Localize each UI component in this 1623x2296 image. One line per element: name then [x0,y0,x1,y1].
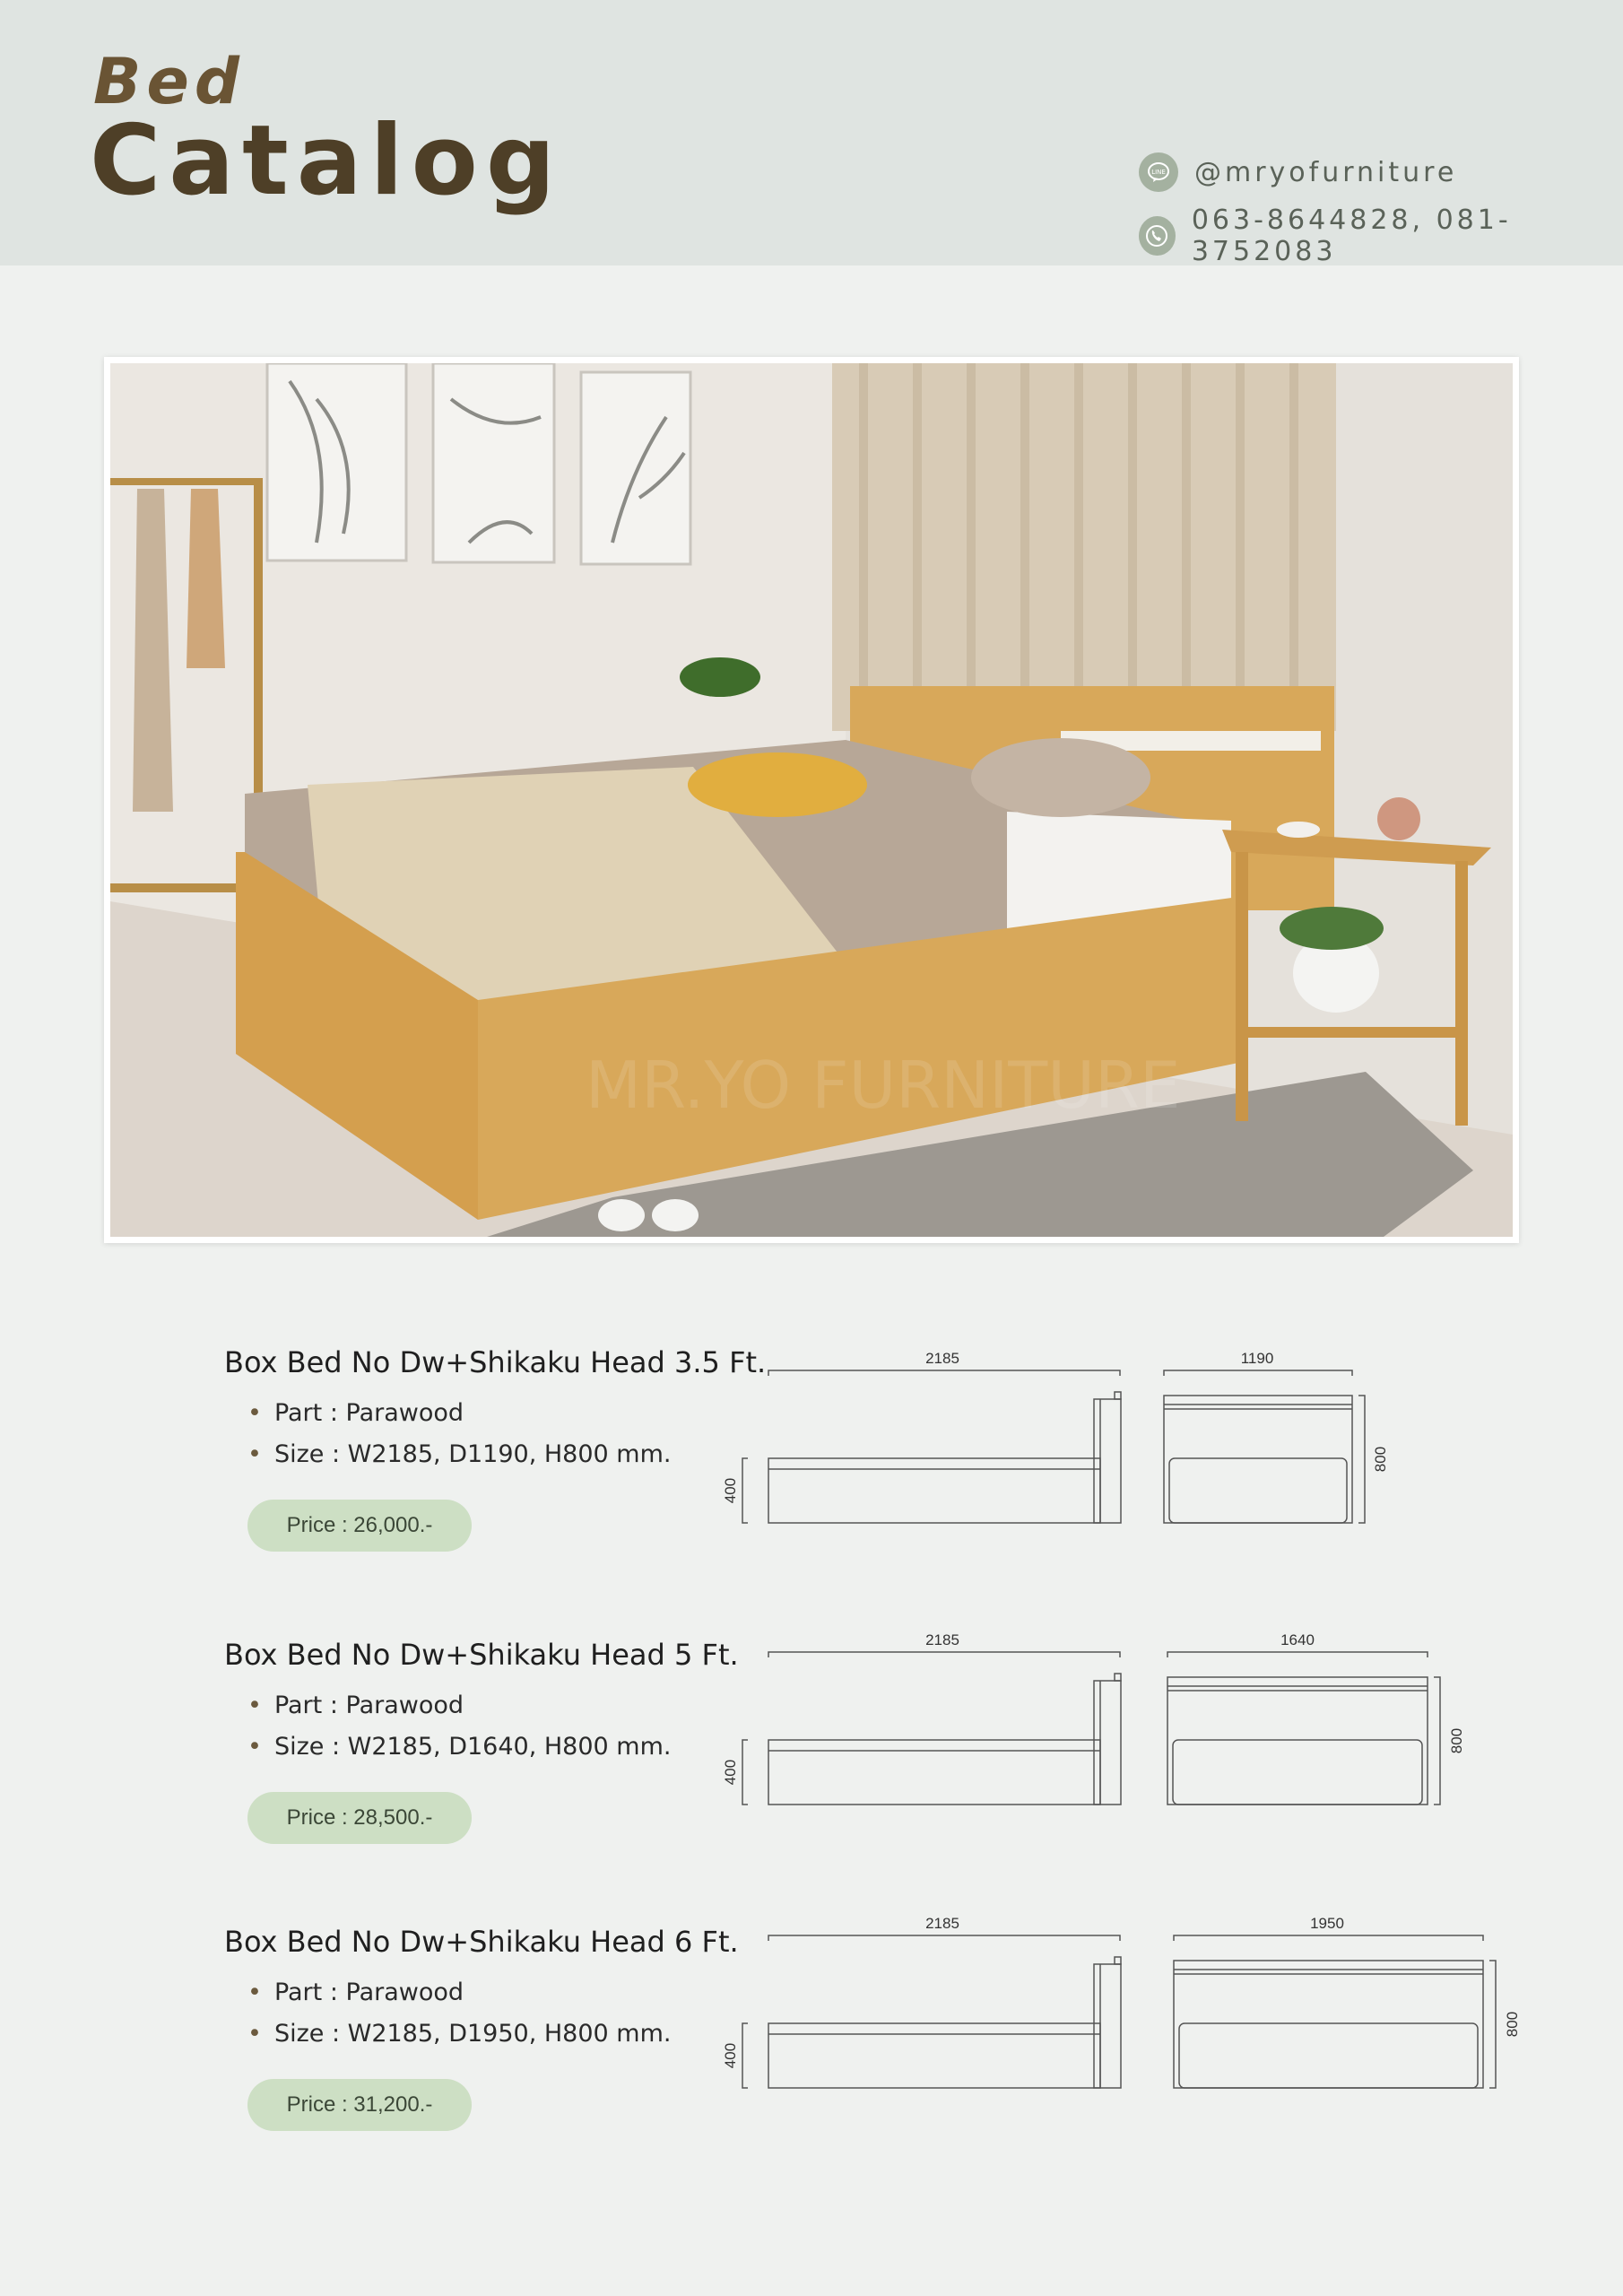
product-size-text: Size : W2185, D1640, H800 mm. [273,1733,672,1761]
height-dimension: 800 [1448,1727,1465,1754]
product-entry [0,1631,1623,1907]
dimension-drawing [708,1345,1551,1578]
price-badge: Price : 26,000.- [247,1500,472,1552]
product-name: Box Bed No Dw+Shikaku Head 6 Ft. [224,1925,739,1959]
header-band [0,0,1623,265]
product-material: • Part : Parawood [247,1979,464,2006]
product-size: • Size : W2185, D1190, H800 mm. [247,1440,672,1468]
base-height-dimension: 400 [722,2042,739,2069]
svg-text:LINE: LINE [1151,169,1166,176]
product-material: • Part : Parawood [247,1399,464,1427]
line-id: @mryofurniture [1194,156,1458,188]
catalog-title: Catalog [90,105,564,217]
product-size: • Size : W2185, D1640, H800 mm. [247,1733,672,1761]
product-material-text: Part : Parawood [273,1399,464,1427]
height-dimension: 800 [1504,2011,1521,2038]
price-badge: Price : 28,500.- [247,1792,472,1844]
height-dimension: 800 [1372,1446,1389,1473]
hero-photo [110,363,1513,1237]
line-contact[interactable] [1139,152,1457,192]
svg-text:MR.YO FURNITURE: MR.YO FURNITURE [586,1048,1181,1123]
product-material: • Part : Parawood [247,1692,464,1719]
product-name: Box Bed No Dw+Shikaku Head 5 Ft. [224,1638,739,1672]
width-dimension: 1190 [1240,1350,1274,1367]
dimension-drawing [708,1910,1551,2144]
price-badge: Price : 31,200.- [247,2079,472,2131]
product-size: • Size : W2185, D1950, H800 mm. [247,2020,672,2048]
base-height-dimension: 400 [722,1759,739,1786]
length-dimension: 2185 [925,1350,959,1367]
line-chat-icon [1139,152,1178,192]
phone-contact[interactable] [1139,204,1623,267]
hero-photo-frame [104,357,1519,1243]
product-size-text: Size : W2185, D1950, H800 mm. [273,2020,672,2048]
phone-numbers: 063-8644828, 081-3752083 [1191,204,1512,267]
base-height-dimension: 400 [722,1477,739,1504]
catalog-subtitle: Bed [93,45,245,118]
length-dimension: 2185 [925,1631,959,1648]
width-dimension: 1950 [1310,1915,1344,1932]
dimension-drawing [708,1627,1551,1860]
product-entry [0,1345,1623,1614]
product-material-text: Part : Parawood [273,1979,464,2006]
phone-icon [1139,216,1176,256]
product-entry [0,1915,1623,2194]
length-dimension: 2185 [925,1915,959,1932]
product-material-text: Part : Parawood [273,1692,464,1719]
width-dimension: 1640 [1280,1631,1315,1648]
product-name: Box Bed No Dw+Shikaku Head 3.5 Ft. [224,1345,767,1379]
product-size-text: Size : W2185, D1190, H800 mm. [273,1440,672,1468]
